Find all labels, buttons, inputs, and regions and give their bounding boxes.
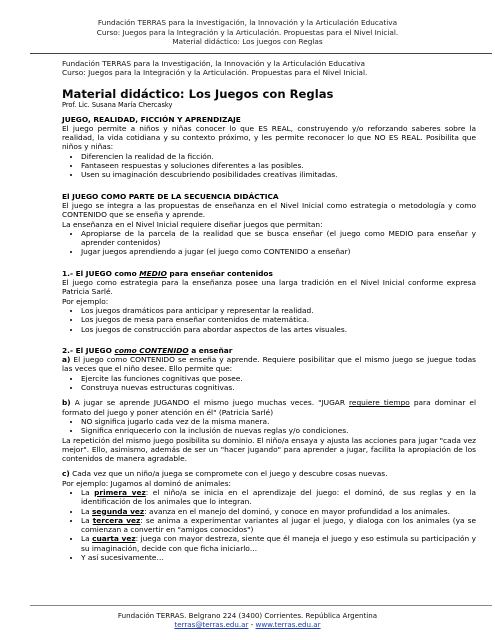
list-item: • NO significa jugarlo cada vez de la misma manera.	[81, 417, 476, 426]
bullet-list	[62, 152, 476, 180]
item-text: Y así sucesivamente…	[81, 553, 164, 563]
example-label: Por ejemplo: Jugamos al dominó de animales:	[62, 478, 232, 488]
institution-block	[62, 59, 476, 78]
institution-line-2: Curso: Juegos para la Integración y la Articulación. Propuestas para el Nivel Inicial.	[62, 68, 368, 78]
section-paragraph: La repetición del mismo juego posibilita su dominio. El niño/a ensaya y ajusta las acciones para jugar "cada vez mejor". Ello, asimismo, además de ser un "hacer jugando" para aprender a jugar, facilita la apropiación de los contenidos de manera agradable.	[62, 435, 477, 464]
item-text: : el niño/a se inicia en el aprendizaje del juego: el dominó, de sus reglas y en la identificación de los animales que lo integran.	[81, 487, 476, 507]
header-divider	[30, 53, 492, 54]
document-body	[62, 57, 476, 562]
underlined-phrase: cuarta vez	[92, 534, 136, 544]
underlined-phrase: primera vez	[94, 487, 146, 497]
item-text: : se anima a experimentar variantes al jugar el juego, y dialoga con los animales (ya se comienzan a convertir en "amigos conocidos")	[81, 515, 477, 535]
item-text: : juega con mayor destreza, siente que él maneja el juego y eso estimula su participación y su imaginación, decide con que ficha iniciarlo…	[81, 534, 477, 553]
page-footer	[0, 611, 495, 629]
section-title-juego-realidad: JUEGO, REALIDAD, FICCIÓN Y APRENDIZAJE	[62, 114, 241, 124]
item-label: b)	[62, 398, 71, 408]
footer-address: Fundación TERRAS. Belgrano 224 (3400) Corrientes. República Argentina	[117, 611, 378, 620]
section-paragraph: El juego permite a niños y niñas conocer lo que ES REAL, construyendo y/o reforzando saberes sobre la realidad, la vida cotidiana y su contexto próximo, y les permite reconocer lo que NO ES REAL. Posibilita que niños y niñas:	[62, 123, 476, 152]
item-label: c)	[62, 469, 70, 479]
title-emphasis: MEDIO	[139, 268, 167, 278]
bullet-list	[62, 229, 476, 257]
institution-line-1: Fundación TERRAS para la Investigación, la Innovación y la Articulación Educativa	[62, 59, 366, 68]
header-line-3: Material didáctico: Los juegos con Reglas	[172, 37, 323, 47]
list-item: • Diferencien la realidad de la ficción.	[81, 152, 476, 161]
item-c-paragraph	[62, 469, 476, 478]
list-item	[81, 507, 476, 516]
item-a-paragraph	[62, 355, 476, 374]
item-text: A jugar se aprende JUGANDO el mismo juego muchas veces. "JUGAR	[70, 398, 350, 408]
item-text: Cada vez que un niño/a juega se compromete con el juego y descubre cosas nuevas.	[69, 469, 388, 479]
item-text: La	[81, 515, 93, 525]
header-line-1: Fundación TERRAS para la Investigación, la Innovación y la Articulación Educativa	[97, 18, 398, 27]
list-item: • Apropiarse de la parcela de la realidad que se busca enseñar (el juego como MEDIO para enseñar y aprender contenidos)	[81, 229, 476, 248]
list-item: • Construya nuevas estructuras cognitivas.	[81, 383, 476, 392]
list-item	[81, 488, 476, 507]
list-item: • Significa enriquecerlo con la inclusión de nuevas reglas y/o condiciones.	[81, 426, 476, 435]
title-part: 2.- El JUEGO	[62, 345, 115, 355]
title-part: a enseñar	[188, 345, 233, 355]
footer-separator: -	[248, 620, 256, 630]
list-item: • Ejercite las funciones cognitivas que posee.	[81, 374, 476, 383]
section-paragraph: El juego se integra a las propuestas de enseñanza en el Nivel Inicial como estrategia o metodología y como CONTENIDO que se enseña y aprende.	[62, 200, 476, 220]
section-title-medio	[62, 269, 476, 278]
list-item: • Los juegos dramáticos para anticipar y representar la realidad.	[81, 306, 476, 315]
footer-contact	[0, 620, 495, 629]
item-b-paragraph	[62, 398, 476, 417]
list-item	[81, 534, 476, 553]
title-emphasis: como CONTENIDO	[114, 345, 189, 355]
footer-divider	[30, 605, 492, 606]
list-item: • Jugar juegos aprendiendo a jugar (el juego como CONTENIDO a enseñar)	[81, 247, 476, 256]
item-text: El juego como CONTENIDO se enseña y aprende. Requiere posibilitar que el mismo juego se juegue todas las veces que el niño desee. Ello permite que:	[62, 355, 476, 374]
title-part: para enseñar contenidos	[166, 268, 273, 278]
website-link[interactable]: www.terras.edu.ar	[255, 620, 321, 630]
header-line-2: Curso: Juegos para la Integración y la Articulación. Propuestas para el Nivel Inicial.	[96, 27, 399, 37]
example-label: Por ejemplo:	[62, 296, 109, 306]
title-part: 1.- El JUEGO como	[62, 268, 140, 278]
item-text: La	[81, 487, 95, 497]
section-title-secuencia: El JUEGO COMO PARTE DE LA SECUENCIA DIDÁCTICA	[62, 191, 279, 201]
bullet-list	[62, 488, 476, 562]
section-title-contenido	[62, 346, 476, 355]
item-label: a)	[62, 355, 71, 365]
bullet-list	[62, 306, 476, 334]
bullet-list	[62, 417, 476, 436]
list-item: • Los juegos de construcción para abordar aspectos de las artes visuales.	[81, 325, 476, 334]
item-text: La	[81, 534, 93, 544]
document-title: Material didáctico: Los Juegos con Reglas	[62, 86, 334, 101]
list-item: • Los juegos de mesa para enseñar contenidos de matemática.	[81, 315, 476, 324]
section-paragraph: El juego como estrategia para la enseñanza posee una larga tradición en el Nivel Inicial conforme expresa Patricia Sarlé.	[62, 278, 476, 297]
item-text: : avanza en el manejo del dominó, y conoce en mayor profundidad a los animales.	[144, 506, 450, 516]
item-text: La	[81, 506, 92, 516]
list-item: • Usen su imaginación descubriendo posibilidades creativas ilimitadas.	[81, 170, 476, 179]
list-item: • Fantaseen respuestas y soluciones diferentes a las posibles.	[81, 161, 476, 170]
section-paragraph: La enseñanza en el Nivel Inicial requiere diseñar juegos que permitan:	[62, 219, 323, 229]
underlined-phrase: segunda vez	[92, 506, 145, 516]
underlined-phrase: requiere tiempo	[349, 398, 410, 408]
item-text: para dominar el formato del juego y poner atención en él" (Patricia Sarlé)	[62, 398, 476, 417]
list-item	[81, 516, 476, 535]
author-line: Prof. Lic. Susana María Chercasky	[62, 100, 173, 109]
email-link[interactable]: terras@terras.edu.ar	[174, 620, 249, 630]
underlined-phrase: tercera vez	[92, 515, 141, 525]
bullet-list	[62, 374, 476, 393]
running-header	[0, 18, 495, 47]
list-item	[81, 553, 476, 562]
